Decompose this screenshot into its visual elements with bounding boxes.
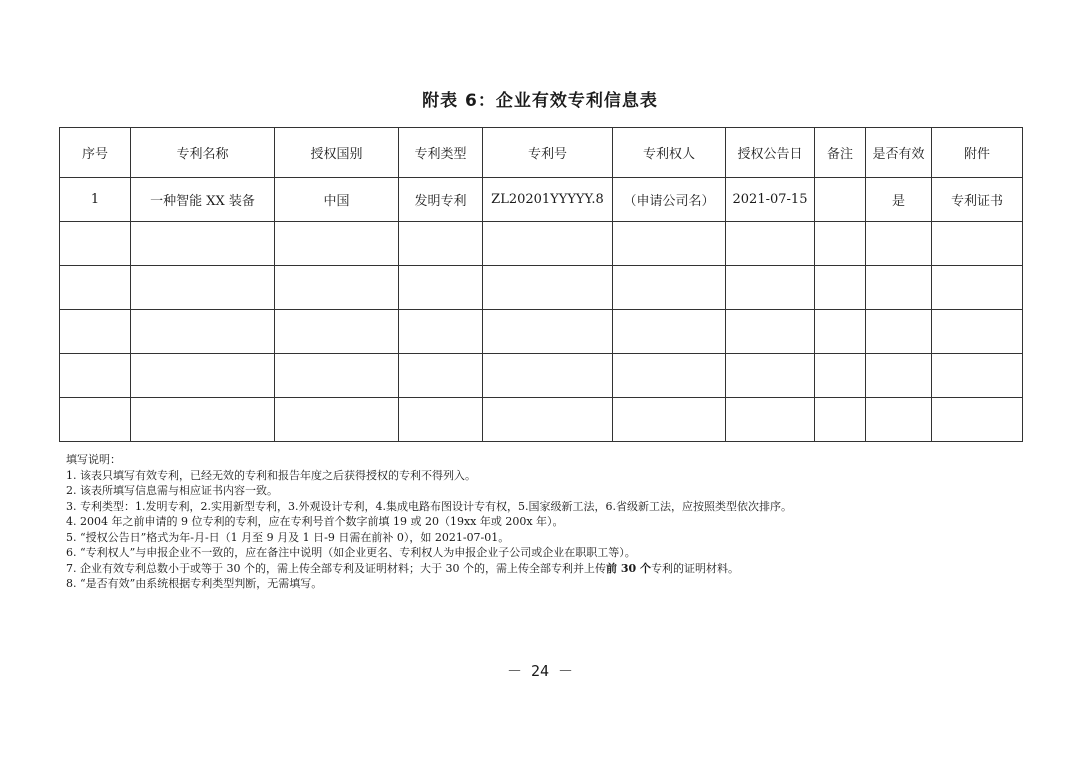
table-cell (275, 222, 399, 266)
table-row (60, 178, 1023, 222)
table-cell: 中国 (275, 178, 399, 222)
header-cell-patent-number: 专利号 (483, 128, 613, 178)
table-cell (932, 266, 1023, 310)
table-cell (726, 310, 815, 354)
table-cell (60, 266, 131, 310)
table-cell (131, 266, 275, 310)
table-cell (483, 354, 613, 398)
note-item-7-text: 7. 企业有效专利总数小于或等于 30 个的，需上传全部专利及证明材料；大于 30 个的，需上传全部专利并上传 (66, 561, 606, 575)
table-cell: 发明专利 (399, 178, 483, 222)
table-cell: 一种智能 XX 装备 (131, 178, 275, 222)
table-cell (483, 266, 613, 310)
patent-info-table (59, 127, 1023, 442)
table-cell: 专利证书 (932, 178, 1023, 222)
table-cell: 是 (866, 178, 932, 222)
table-cell (131, 354, 275, 398)
header-cell-patent-type: 专利类型 (399, 128, 483, 178)
header-cell-remarks: 备注 (815, 128, 866, 178)
header-cell-index: 序号 (60, 128, 131, 178)
table-cell (483, 222, 613, 266)
table-cell (815, 222, 866, 266)
table-cell (60, 310, 131, 354)
header-cell-patent-name: 专利名称 (131, 128, 275, 178)
table-header-row (60, 128, 1023, 178)
table-cell: 2021-07-15 (726, 178, 815, 222)
table-cell: ZL20201YYYYY.8 (483, 178, 613, 222)
table-cell (483, 310, 613, 354)
table-cell (275, 310, 399, 354)
note-item-7-emphasis: 前 30 个 (605, 561, 651, 575)
table-cell (815, 310, 866, 354)
notes-heading: 填写说明： (66, 453, 121, 466)
table-cell (613, 266, 726, 310)
note-item-4: 4. 2004 年之前申请的 9 位专利的专利，应在专利号首个数字前填 19 或 20（19xx 年或 200x 年）。 (66, 515, 564, 528)
table-cell (932, 354, 1023, 398)
note-item-5: 5. “授权公告日”格式为年-月-日（1 月至 9 月及 1 日-9 日需在前补 0），如 2021-07-01。 (66, 530, 510, 544)
note-item-6: 6. “专利权人”与申报企业不一致的，应在备注中说明（如企业更名、专利权人为申报企业子公司或企业在职职工等）。 (66, 546, 636, 559)
table-cell (275, 398, 399, 442)
table-cell (866, 354, 932, 398)
table-cell (275, 354, 399, 398)
table-row (60, 354, 1023, 398)
table-cell (399, 266, 483, 310)
table-cell (399, 310, 483, 354)
table-cell (726, 266, 815, 310)
table-cell (60, 222, 131, 266)
header-cell-attachment: 附件 (932, 128, 1023, 178)
table-cell (932, 310, 1023, 354)
table-cell (866, 310, 932, 354)
note-item-8: 8. “是否有效”由系统根据专利类型判断，无需填写。 (66, 577, 323, 590)
table-cell (613, 222, 726, 266)
table-cell (275, 266, 399, 310)
note-item-7 (66, 561, 1026, 577)
table-cell (726, 354, 815, 398)
table-cell (866, 398, 932, 442)
table-row (60, 310, 1023, 354)
table-cell (131, 310, 275, 354)
filling-instructions (66, 452, 1026, 592)
table-cell (399, 222, 483, 266)
note-item-1: 1. 该表只填写有效专利，已经无效的专利和报告年度之后获得授权的专利不得列入。 (66, 468, 476, 482)
table-cell (815, 354, 866, 398)
table-cell (483, 398, 613, 442)
table-cell (60, 398, 131, 442)
note-item-2: 2. 该表所填写信息需与相应证书内容一致。 (66, 484, 278, 497)
header-cell-patentee: 专利权人 (613, 128, 726, 178)
note-item-3: 3. 专利类型：1.发明专利，2.实用新型专利，3.外观设计专利，4.集成电路布图设计专有权，5.国家级新工法，6.省级新工法，应按照类型依次排序。 (66, 499, 792, 513)
table-cell (613, 354, 726, 398)
table-cell (726, 398, 815, 442)
table-row (60, 266, 1023, 310)
table-cell (932, 222, 1023, 266)
note-item-7-tail: 专利的证明材料。 (650, 561, 739, 575)
table-row (60, 398, 1023, 442)
table-cell (815, 178, 866, 222)
header-cell-grant-date: 授权公告日 (726, 128, 815, 178)
page-title: 附表 6：企业有效专利信息表 (422, 91, 658, 111)
table-cell: 1 (60, 178, 131, 222)
table-cell (866, 222, 932, 266)
table-cell (131, 222, 275, 266)
table-cell (613, 310, 726, 354)
header-cell-valid: 是否有效 (866, 128, 932, 178)
table-cell (815, 266, 866, 310)
table-cell (399, 398, 483, 442)
table-cell (613, 398, 726, 442)
table-row (60, 222, 1023, 266)
table-cell (131, 398, 275, 442)
table-cell (815, 398, 866, 442)
table-cell (726, 222, 815, 266)
table-cell (866, 266, 932, 310)
header-cell-country: 授权国别 (275, 128, 399, 178)
table-cell (932, 398, 1023, 442)
table-cell (399, 354, 483, 398)
page-number: － 24 － (506, 662, 574, 680)
table-cell: （申请公司名） (613, 178, 726, 222)
table-cell (60, 354, 131, 398)
